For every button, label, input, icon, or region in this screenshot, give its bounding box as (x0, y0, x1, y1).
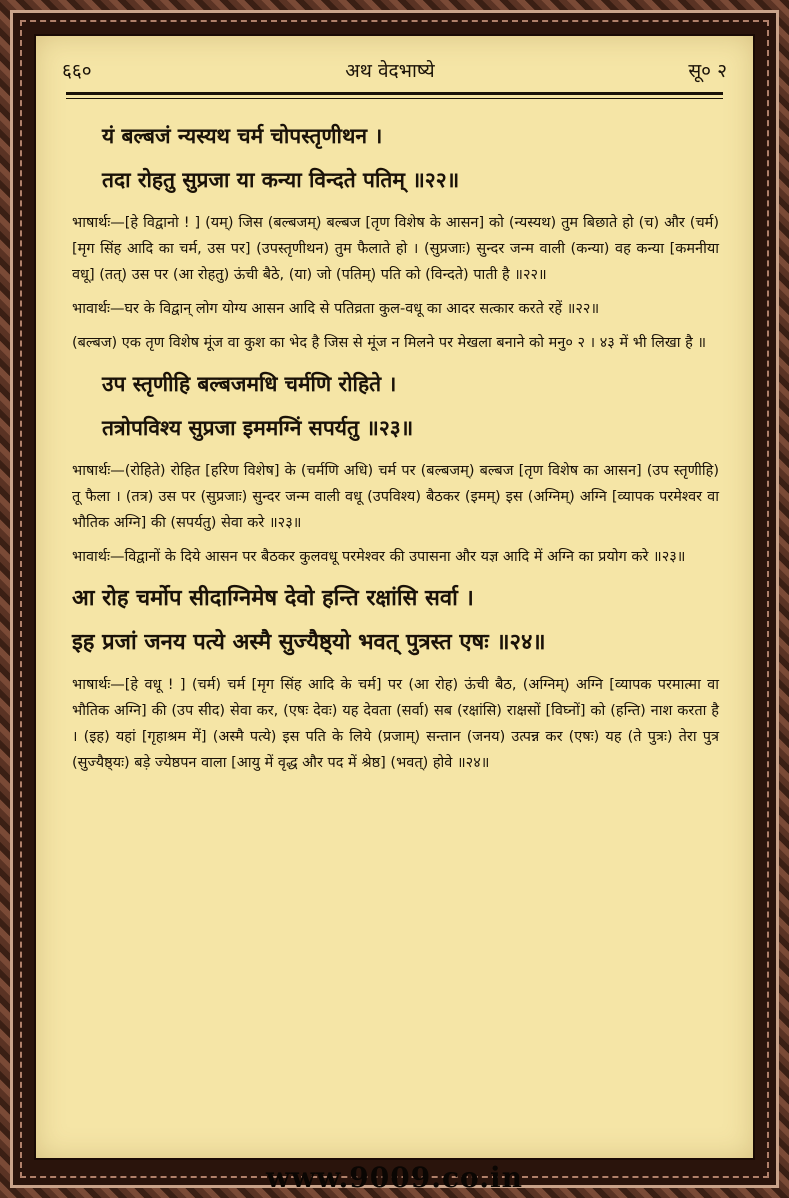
header-rule (66, 92, 723, 95)
book-title: अथ वेदभाष्ये (345, 60, 435, 82)
page-header (62, 54, 727, 86)
page-content (72, 114, 719, 782)
verse-23-line-1: उप स्तृणीहि बल्बजमधि चर्मणि रोहिते । (102, 371, 397, 396)
website-watermark: www.9009.co.in (266, 1161, 523, 1194)
verse-22-line-1: यं बल्बजं न्यस्यथ चर्म चोपस्तृणीथन । (102, 123, 383, 148)
sutra-ref: सू० २ (688, 60, 727, 82)
verse-22-line-2: तदा रोहतु सुप्रजा या कन्या विन्दते पतिम् ॥२२॥ (102, 167, 460, 192)
note-22: (बल्बज) एक तृण विशेष मूंज वा कुश का भेद है जिस से मूंज न मिलने पर मेखला बनाने को मनु० २ । ४३ में भी लिखा है ॥ (72, 335, 707, 351)
translation-23: भाषार्थः—(रोहिते) रोहित [हरिण विशेष] के (चर्मणि अधि) चर्म पर (बल्बजम्) बल्बज [तृण विशेष का आसन] (उप स्तृणीहि) तू फैला । (तत्र) उस पर (सुप्रजाः) सुन्दर जन्म वाली वधू (उपविश्य) बैठकर (इमम्) इस (अग्निम्) अग्नि [व्यापक परमेश्वर वा भौतिक अग्नि] की (सपर्यतु) सेवा करे ॥२३॥ (72, 463, 719, 531)
verse-24-line-1: आ रोह चर्मोप सीदाग्निमेष देवो हन्ति रक्षांसि सर्वा । (72, 585, 474, 611)
meaning-22: भावार्थः—घर के विद्वान् लोग योग्य आसन आदि से पतिव्रता कुल-वधू का आदर सत्कार करते रहें ॥२२॥ (72, 301, 600, 317)
page-number: ६६० (62, 60, 92, 82)
verse-24-line-2: इह प्रजां जनय पत्ये अस्मै सुज्यैष्ठ्यो भवत् पुत्रस्त एषः ॥२४॥ (72, 629, 546, 655)
meaning-23: भावार्थः—विद्वानों के दिये आसन पर बैठकर कुलवधू परमेश्वर की उपासना और यज्ञ आदि में अग्नि का प्रयोग करे ॥२३॥ (72, 549, 686, 565)
translation-24: भाषार्थः—[हे वधू ! ] (चर्म) चर्म [मृग सिंह आदि के चर्म] पर (आ रोह) ऊंची बैठ, (अग्निम्) अग्नि [व्यापक परमात्मा वा भौतिक अग्नि] की (उप सीद) सेवा कर, (एषः देवः) यह देवता (सर्वा) सब (रक्षांसि) राक्षसों [विघ्नों] को (हन्ति) नाश करता है । (इह) यहां [गृहाश्रम में] (अस्मै पत्ये) इस पति के लिये (प्रजाम्) सन्तान (जनय) उत्पन्न कर (एषः) यह (ते पुत्रः) तेरा पुत्र (सुज्यैष्ठ्यः) बड़े ज्येष्ठपन वाला [आयु में वृद्ध और पद में श्रेष्ठ] (भवत्) होवे ॥२४॥ (72, 677, 719, 771)
book-page (34, 34, 755, 1160)
translation-22: भाषार्थः—[हे विद्वानो ! ] (यम्) जिस (बल्बजम्) बल्बज [तृण विशेष के आसन] को (न्यस्यथ) तुम बिछाते हो (च) और (चर्म) [मृग सिंह आदि का चर्म, उस पर] (उपस्तृणीथन) तुम फैलाते हो । (सुप्रजाः) सुन्दर जन्म वाली (कन्या) वह कन्या [कमनीया वधू] (तत्) उस पर (आ रोहतु) ऊंची बैठे, (या) जो (पतिम्) पति को (विन्दते) पाती है ॥२२॥ (72, 215, 719, 283)
verse-23-line-2: तत्रोपविश्य सुप्रजा इममग्निं सपर्यतु ॥२३॥ (102, 415, 414, 440)
